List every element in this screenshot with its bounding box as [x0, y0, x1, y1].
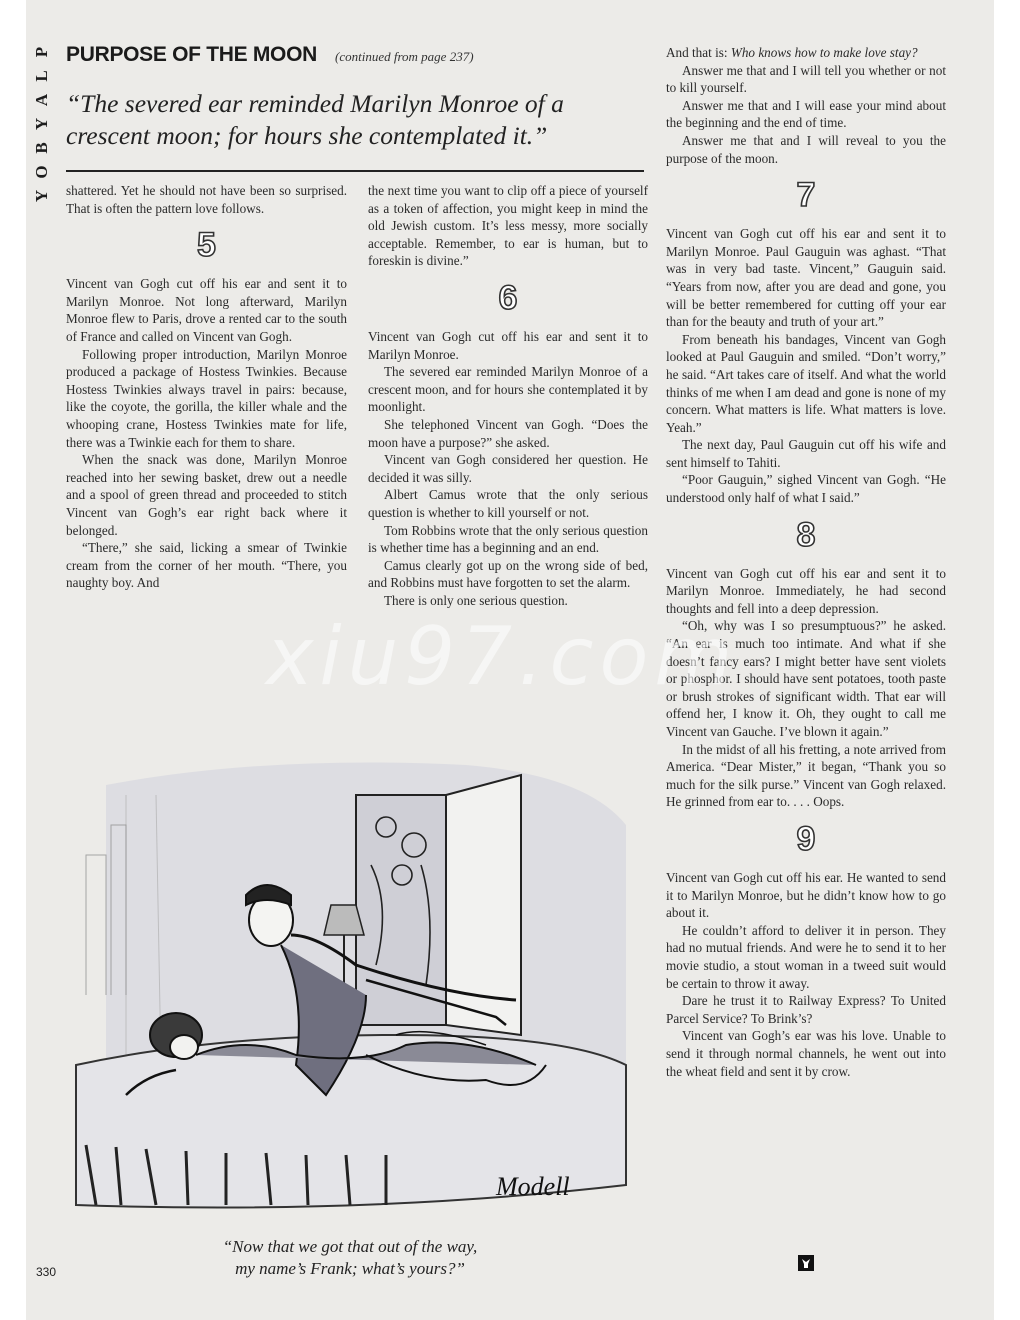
paragraph: Camus clearly got up on the wrong side of bed, and Robbins must have forgotten to set the alarm. [368, 557, 648, 591]
paragraph: Following proper introduction, Marilyn Monroe produced a package of Hostess Twinkies. Because Hostess Twinkies always travel in pairs: because, like the coyote, the gorilla, the killer whale and the whooping crane, Hostess Twinkies mate for life, there was a Twinkie each for them to share. [66, 346, 347, 450]
end-mark-icon [798, 1255, 814, 1271]
paragraph: Answer me that and I will reveal to you the purpose of the moon. [666, 132, 946, 166]
paragraph: Vincent van Gogh’s ear was his love. Unable to send it through normal channels, he went out into the wheat field and sent it by crow. [666, 1028, 946, 1079]
paragraph: There is only one serious question. [384, 592, 568, 608]
page-number: 330 [36, 1265, 57, 1279]
paragraph: The next day, Paul Gauguin cut off his wife and sent himself to Tahiti. [666, 437, 946, 470]
paragraph: Vincent van Gogh cut off his ear and sent it to Marilyn Monroe. Immediately, he had second thoughts and fell into a deep depression. [666, 565, 946, 616]
paragraph: When the snack was done, Marilyn Monroe reached into her sewing basket, drew out a needle and a spool of green thread and proceeded to stitch Vincent van Gogh’s ear right back where it belonged. [66, 452, 347, 538]
vertical-title-letter: B [32, 142, 51, 154]
paragraph: Dare he trust it to Railway Express? To United Parcel Service? To Brink’s? [666, 993, 946, 1026]
paragraph: “Poor Gauguin,” sighed Vincent van Gogh. “He understood only half of what I said.” [666, 472, 946, 506]
paragraph: He couldn’t afford to deliver it in person. They had no mutual friends. And were he to send it to her movie studio, a stout woman in a tweed suit would be certain to throw it away. [666, 922, 946, 991]
paragraph: “There,” she said, licking a smear of Twinkie cream from the corner of her mouth. “There, you naughty boy. And [66, 540, 347, 591]
cartoon-caption [66, 1236, 634, 1280]
vertical-title-letter: Y [32, 189, 51, 203]
paragraph: The severed ear reminded Marilyn Monroe of a crescent moon, and for hours she contemplated it by moonlight. [368, 364, 648, 415]
paragraph: She telephoned Vincent van Gogh. “Does the moon have a purpose?” she asked. [368, 416, 648, 450]
emphasis-question: Who knows how to make love stay? [730, 45, 918, 60]
section-number-5: 5 [197, 226, 216, 265]
caption-line: “Now that we got that out of the way, [222, 1237, 478, 1256]
section-number-6: 6 [498, 279, 518, 318]
vertical-magazine-title [32, 40, 52, 208]
paragraph: Albert Camus wrote that the only serious question is whether to kill yourself or not. [368, 487, 648, 520]
pull-quote-rule [66, 170, 644, 172]
vertical-title-letter: A [32, 93, 51, 107]
paragraph-text: And that is: [666, 45, 731, 60]
section-number-7: 7 [796, 176, 816, 215]
paragraph: Vincent van Gogh cut off his ear and sent it to Marilyn Monroe. [368, 328, 648, 362]
article-title: PURPOSE OF THE MOON [66, 43, 317, 66]
pull-quote: “The severed ear reminded Marilyn Monroe of a crescent moon; for hours she contemplated it.” [66, 89, 564, 150]
magazine-page [26, 0, 994, 1320]
caption-line: my name’s Frank; what’s yours?” [235, 1259, 465, 1278]
paragraph: From beneath his bandages, Vincent van Gogh looked at Paul Gauguin and smiled. “Don’t worry,” he said. “Art takes care of itself. And what the world thinks of me when I am dead and gone is none of my concern. What matters is life. What matters is love. Yeah.” [666, 331, 946, 435]
paragraph: shattered. Yet he should not have been so surprised. That is often the pattern love follows. [66, 183, 347, 216]
section-number-8: 8 [796, 515, 816, 554]
paragraph: In the midst of all his fretting, a note arrived from America. “Dear Mister,” it began, “Thank you so much for the silk purse.” Vincent van Gogh relaxed. He grinned from ear to. . . . Oops. [666, 741, 946, 810]
text-column-2 [368, 182, 648, 609]
paragraph: Tom Robbins wrote that the only serious question is whether time has a beginning and an end. [368, 522, 648, 556]
paragraph: the next time you want to clip off a piece of yourself as a token of affection, you might keep in mind the old Jewish custom. It’s less messy, more socially acceptable. Remember, to ear is human, but to foreskin is divine.” [368, 183, 648, 269]
vertical-title-letter: L [32, 70, 51, 82]
paragraph: Vincent van Gogh considered her question. He decided it was silly. [368, 452, 648, 485]
paragraph: Vincent van Gogh cut off his ear and sent it to Marilyn Monroe. Not long afterward, Marilyn Monroe flew to Paris, drove a rented car to the south of France and called on Vincent van Gogh. [66, 276, 347, 344]
paragraph: “Oh, why was I so presumptuous?” he asked. “An ear is much too intimate. And what if she doesn’t fancy ears? I might better have sent violets or phosphor. I should have sent potatoes, tooth paste or brush strokes of significant width. That ear will offend her, I know it. Oh, they ought to call me Vincent van Gauche. I’ve blown it again.” [666, 618, 946, 739]
text-column-1 [66, 182, 347, 592]
artist-signature: Modell [496, 1172, 570, 1201]
paragraph: Answer me that and I will tell you whether or not to kill yourself. [666, 62, 946, 96]
magazine-name [32, 40, 52, 208]
vertical-title-letter: O [32, 165, 51, 179]
section-number-9: 9 [796, 820, 816, 859]
vertical-title-letter: P [32, 46, 51, 58]
paragraph: Answer me that and I will ease your mind about the beginning and the end of time. [666, 97, 946, 131]
paragraph [666, 44, 946, 62]
paragraph: Vincent van Gogh cut off his ear. He wanted to send it to Marilyn Monroe, but he didn’t know how to go about it. [666, 869, 946, 921]
vertical-title-letter: Y [32, 117, 51, 131]
watermark: xiu97.com [266, 610, 739, 703]
continued-note: (continued from page 237) [335, 49, 474, 64]
paragraph: Vincent van Gogh cut off his ear and sent it to Marilyn Monroe. Paul Gauguin was aghast. “That was in very bad taste. Vincent,” Gauguin said. “Years from now, after you are dead and gone, you will be better remembered for cutting off your ear than for the beauty and truth of your art.” [666, 226, 946, 330]
article-headline [66, 43, 474, 67]
cartoon-illustration [66, 735, 634, 1230]
text-column-3 [666, 44, 946, 1080]
